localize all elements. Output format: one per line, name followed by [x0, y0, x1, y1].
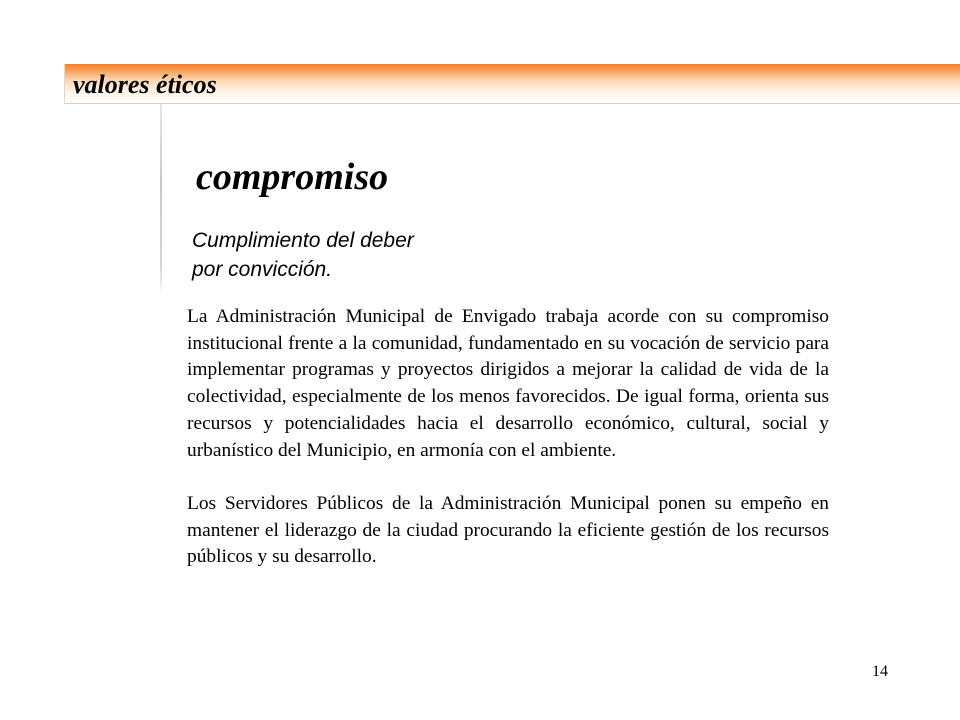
- body-paragraph-2: Los Servidores Públicos de la Administración Municipal ponen su empeño en mantener el liderazgo de la ciudad procurando la eficiente gestión de los recursos públicos y su desarrollo.: [187, 492, 829, 568]
- definition-line-2: por convicción.: [192, 258, 333, 281]
- body-text: [187, 304, 829, 571]
- body-paragraph-1: La Administración Municipal de Envigado trabaja acorde con su compromiso institucional frente a la comunidad, fundamentado en su vocación de servicio para implementar programas y proyectos dirigidos a mejorar la calidad de vida de la colectividad, especialmente de los menos favorecidos. De igual forma, orienta sus recursos y potencialidades hacia el desarrollo económico, cultural, social y urbanístico del Municipio, en armonía con el ambiente.: [187, 306, 829, 461]
- definition-line-1: Cumplimiento del deber: [192, 229, 414, 252]
- vertical-divider: [160, 104, 162, 296]
- value-definition: [192, 226, 492, 284]
- page-number: 14: [872, 663, 888, 680]
- section-title: valores éticos: [73, 70, 217, 99]
- section-header-band: [64, 64, 960, 104]
- value-heading: compromiso: [196, 156, 389, 198]
